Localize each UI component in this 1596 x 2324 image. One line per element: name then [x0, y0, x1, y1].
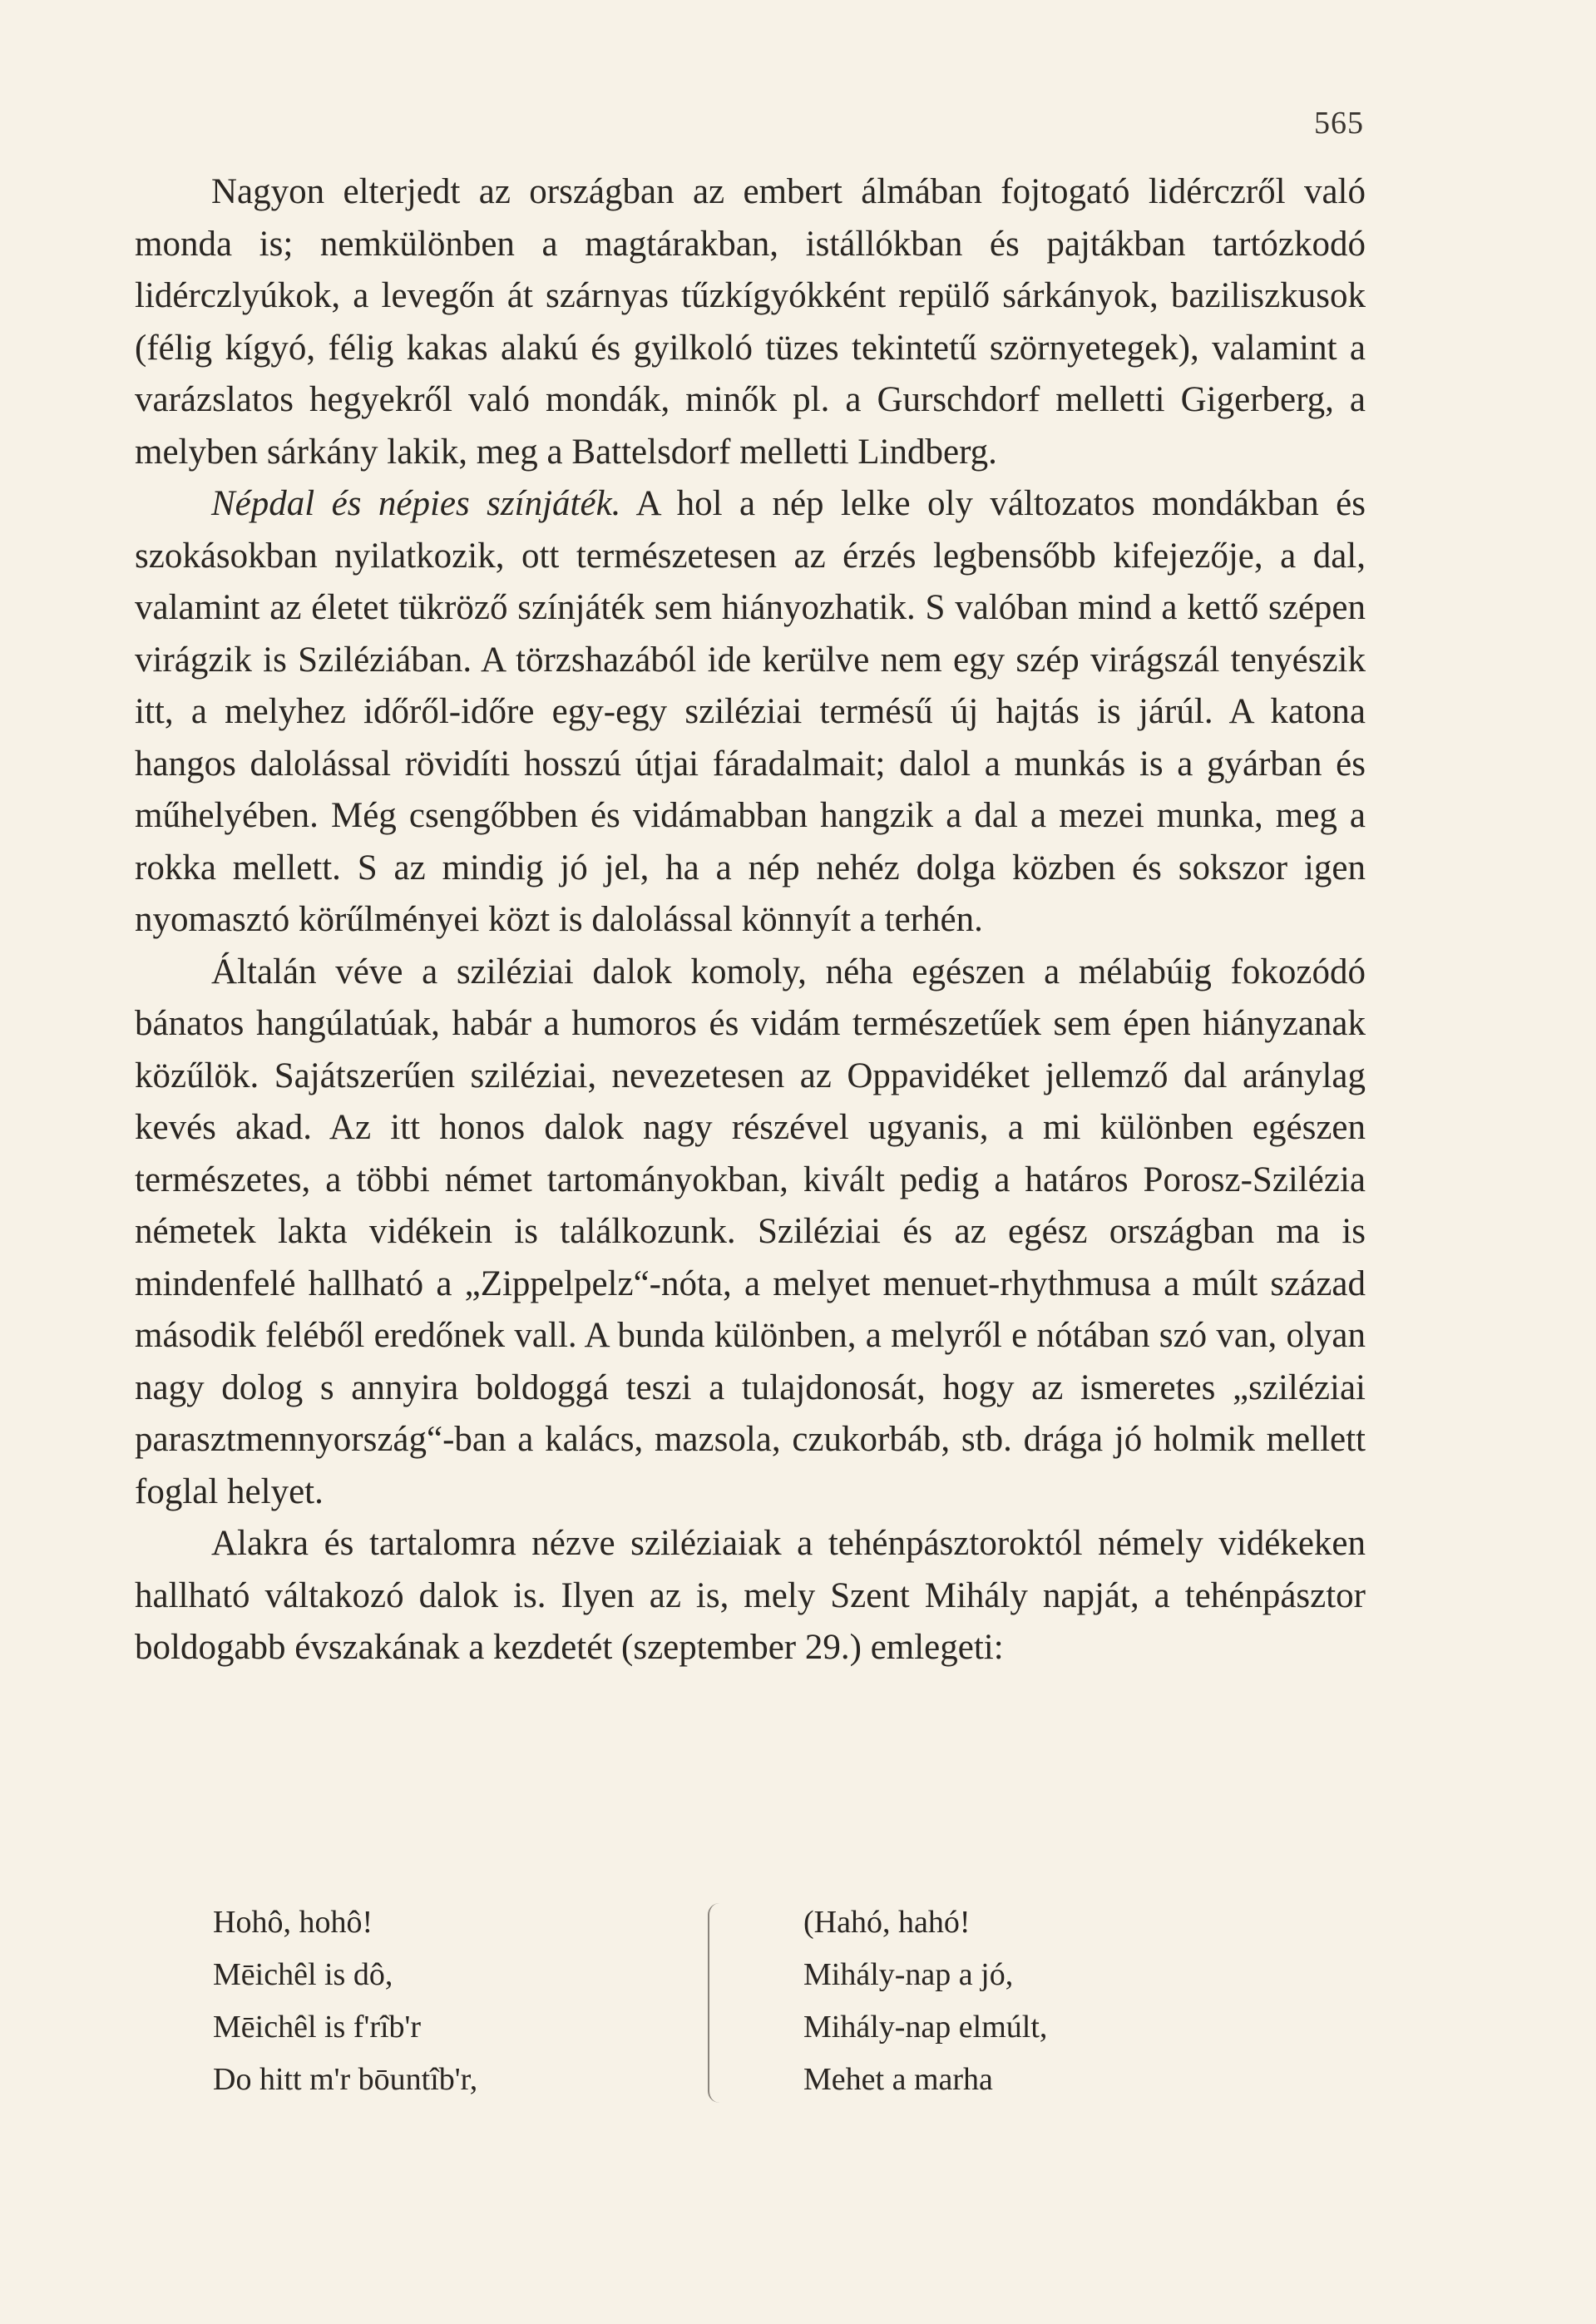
paragraph-4: Alakra és tartalomra nézve sziléziaiak a tehénpásztoroktól némely vidékeken hallható váltakozó dalok is. Ilyen az is, mely Szent Mihály napját, a tehénpásztor boldogabb évszakának a kezdetét (szeptember 29.) emlegeti: [135, 1524, 1366, 1667]
verse-original-line: Mēichêl is f'rîb'r [213, 2010, 422, 2045]
paragraph-1: Nagyon elterjedt az országban az embert álmában fojtogató lidérczről való monda is; nemkülönben a magtárakban, istállókban és pajtákban tartózkodó lidérczlyúkok, a levegőn át szárnyas tűzkígyókként repülő sárkányok, baziliszkusok (félig kígyó, félig kakas alakú és gyilkoló tüzes tekintetű szörnyetegek), valamint a varázslatos hegyekről való mondák, minők pl. a Gurschdorf melletti Gigerberg, a melyben sárkány lakik, meg a Battelsdorf melletti Lindberg. [135, 172, 1366, 472]
verse-translation-line: Mehet a marha [803, 2062, 993, 2097]
verse-original-line: Hohô, hohô! [213, 1905, 373, 1940]
verse-translation-line: Mihály-nap elmúlt, [803, 2010, 1048, 2045]
verse-original-line: Mēichêl is dô, [213, 1957, 393, 1992]
verse-translation [803, 1896, 1236, 2106]
page-number: 565 [1314, 106, 1364, 141]
verse-original [213, 1896, 679, 2106]
verse-brace [708, 1903, 721, 2103]
verse-original-line: Do hitt m'r bōuntîb'r, [213, 2062, 478, 2097]
paragraph-2 [135, 478, 1366, 947]
paragraph-3: Általán véve a sziléziai dalok komoly, néha egészen a mélabúig fokozódó bánatos hangúlatúak, habár a humoros és vidám természetűek sem épen hiányzanak közűlök. Sajátszerűen sziléziai, nevezetesen az Oppavidéket jellemző dal aránylag kevés akad. Az itt honos dalok nagy részével ugyanis, a mi különben egészen természetes, a többi német tartományokban, kivált pedig a határos Porosz-Szilézia németek lakta vidékein is találkozunk. Sziléziai és az egész országban ma is mindenfelé hallható a „Zippelpelz“-nóta, a melyet menuet-rhythmusa a múlt század második feléből eredőnek vall. A bunda különben, a melyről e nótában szó van, olyan nagy dolog s annyira boldoggá teszi a tulajdonosát, hogy az ismeretes „sziléziai parasztmennyország“-ban a kalács, mazsola, czukorbáb, stb. drága jó holmik mellett foglal helyet. [135, 952, 1366, 1511]
body-text [135, 166, 1366, 1674]
verse-translation-line: (Hahó, hahó! [803, 1905, 971, 1940]
verse-translation-line: Mihály-nap a jó, [803, 1957, 1014, 1992]
paragraph-2-text: A hol a nép lelke oly változatos mondákban és szokásokban nyilatkozik, ott természetesen az érzés legbensőbb kifejezője, a dal, valamint az életet tükröző színjáték sem hiányozhatik. S valóban mind a kettő szépen virágzik is Sziléziában. A törzshazából ide kerülve nem egy szép virágszál tenyészik itt, a melyhez időről-időre egy-egy sziléziai termésű új hajtás is járúl. A katona hangos dalolással rövidíti hosszú útjai fáradalmait; dalol a munkás is a gyárban és műhelyében. Még csengőbben és vidámabban hangzik a dal a mezei munka, meg a rokka mellett. S az mindig jó jel, ha a nép nehéz dolga közben és sokszor igen nyomasztó körűlményei közt is dalolással könnyít a terhén. [135, 484, 1366, 939]
section-title: Népdal és népies színjáték. [211, 484, 621, 523]
